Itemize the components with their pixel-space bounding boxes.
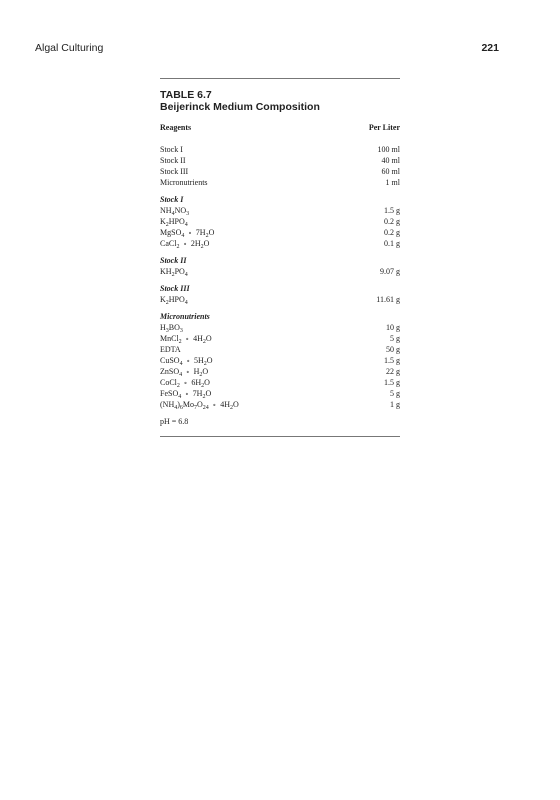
group-title-stock-3: Stock III <box>160 284 190 293</box>
running-head-title: Algal Culturing <box>35 42 104 54</box>
amount-per-liter: 9.07 g <box>380 267 400 276</box>
group-title-micronutrients: Micronutrients <box>160 312 210 321</box>
ph-note: pH = 6.8 <box>160 417 189 426</box>
reagent-name: ZnSO$_4$ ∘ $H_2O$ <box>160 367 209 378</box>
table-label: TABLE 6.7 <box>160 89 212 101</box>
amount-per-liter: 100 ml <box>377 145 400 154</box>
reagent-name: CaCl$_2$ ∘ $2H_2O$ <box>160 239 210 250</box>
stock-1-group <box>160 194 400 249</box>
table-row <box>160 266 400 277</box>
table-row <box>160 166 400 177</box>
table-row <box>160 322 400 333</box>
reagent-name: Micronutrients <box>160 178 208 187</box>
reagent-name: $(NH_4)_6Mo_7O_{24}$ ∘ $4H_2O$ <box>160 400 239 411</box>
amount-per-liter: 1.5 g <box>384 378 400 387</box>
reagent-name: EDTA <box>160 345 181 354</box>
reagent-name: Stock II <box>160 156 186 165</box>
reagent-name: $NH_4NO_3$ <box>160 206 190 217</box>
table-row <box>160 155 400 166</box>
micronutrients-rows <box>160 322 400 410</box>
table-row <box>160 294 400 305</box>
table-title: Beijerinck Medium Composition <box>160 101 320 113</box>
reagent-name: $K_2HPO_4$ <box>160 295 188 306</box>
stock-1-rows <box>160 205 400 249</box>
amount-per-liter: 11.61 g <box>376 295 400 304</box>
table-row <box>160 177 400 188</box>
amount-per-liter: 1.5 g <box>384 356 400 365</box>
table-row <box>160 388 400 399</box>
table-row <box>160 144 400 155</box>
reagent-name: CoCl$_2$ ∘ $6H_2O$ <box>160 378 210 389</box>
amount-per-liter: 5 g <box>390 334 400 343</box>
table-row <box>160 344 400 355</box>
table-row <box>160 238 400 249</box>
reagent-name: $K_2HPO_4$ <box>160 217 188 228</box>
reagent-name: $KH_2PO_4$ <box>160 267 188 278</box>
table-row <box>160 355 400 366</box>
amount-per-liter: 1 g <box>390 400 400 409</box>
reagent-name: MgSO$_4$ ∘ $7H_2O$ <box>160 228 215 239</box>
amount-per-liter: 5 g <box>390 389 400 398</box>
amount-per-liter: 0.2 g <box>384 228 400 237</box>
stock-3-rows <box>160 294 400 305</box>
stocks-summary <box>160 144 400 188</box>
table-row <box>160 366 400 377</box>
stock-2-group <box>160 255 400 277</box>
reagent-name: CuSO$_4$ ∘ $5H_2O$ <box>160 356 213 367</box>
table-row <box>160 377 400 388</box>
table-row <box>160 333 400 344</box>
table-row <box>160 205 400 216</box>
amount-per-liter: 0.1 g <box>384 239 400 248</box>
amount-per-liter: 10 g <box>386 323 400 332</box>
reagent-name: FeSO$_4$ ∘ $7H_2O$ <box>160 389 212 400</box>
amount-per-liter: 50 g <box>386 345 400 354</box>
reagent-name: Stock I <box>160 145 183 154</box>
amount-per-liter: 60 ml <box>381 167 400 176</box>
reagent-name: MnCl$_2$ ∘ $4H_2O$ <box>160 334 212 345</box>
stock-2-rows <box>160 266 400 277</box>
table-row <box>160 227 400 238</box>
column-header-reagents: Reagents <box>160 123 192 132</box>
table-top-rule <box>160 78 400 79</box>
reagent-name: Stock III <box>160 167 189 176</box>
reagent-name: $H_3BO_3$ <box>160 323 183 334</box>
amount-per-liter: 1 ml <box>385 178 400 187</box>
amount-per-liter: 40 ml <box>381 156 400 165</box>
table-row <box>160 216 400 227</box>
group-title-stock-1: Stock I <box>160 195 184 204</box>
table-header-row <box>160 122 400 133</box>
amount-per-liter: 22 g <box>386 367 400 376</box>
page-number: 221 <box>481 42 499 54</box>
amount-per-liter: 1.5 g <box>384 206 400 215</box>
table-bottom-rule <box>160 436 400 437</box>
table-row <box>160 399 400 410</box>
micronutrients-group <box>160 311 400 410</box>
group-title-stock-2: Stock II <box>160 256 187 265</box>
composition-table <box>160 78 400 437</box>
amount-per-liter: 0.2 g <box>384 217 400 226</box>
column-header-per-liter: Per Liter <box>368 123 400 132</box>
stock-3-group <box>160 283 400 305</box>
